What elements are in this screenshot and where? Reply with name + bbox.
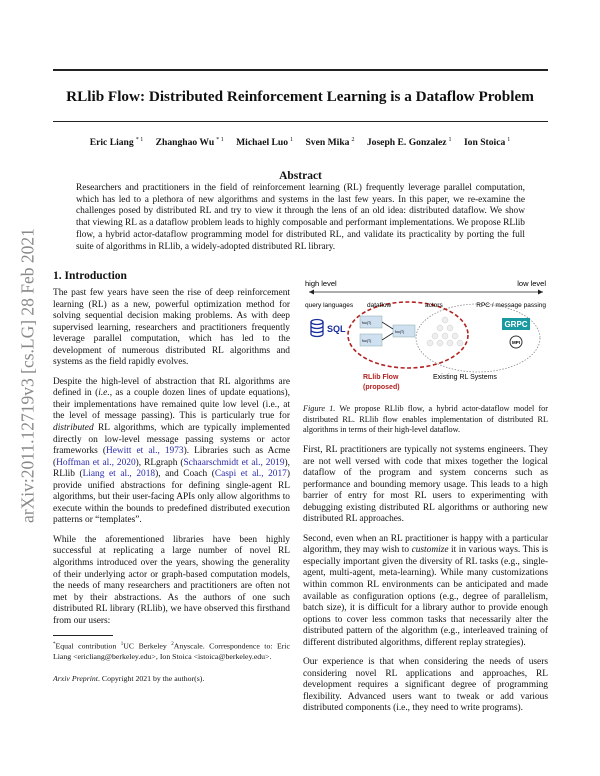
author-name: Ion Stoica — [463, 137, 506, 149]
mark: 1 — [120, 642, 124, 648]
figure-caption — [303, 404, 548, 436]
mark: 2 — [171, 642, 174, 648]
affiliation-mark: 2 — [351, 137, 355, 143]
author-name: Sven Mika — [305, 137, 350, 149]
paper-title: RLlib Flow: Distributed Reinforcement Learning is a Dataflow Problem — [66, 88, 534, 105]
footnote — [53, 640, 290, 662]
text: Arxiv Preprint — [53, 673, 98, 683]
affiliation-mark: 1 — [290, 137, 294, 143]
caption-label: Figure 1. — [303, 404, 336, 413]
label-dataflow: dataflow — [367, 302, 392, 309]
author-name: Michael Luo — [236, 137, 289, 149]
paragraph — [303, 534, 548, 649]
affiliation-mark: 1 — [448, 137, 452, 143]
text: i.e. — [98, 388, 110, 399]
emphasis: distributed — [53, 423, 94, 434]
affiliation-mark: * 1 — [135, 137, 144, 143]
figure-1-diagram — [303, 276, 548, 401]
author — [464, 137, 510, 148]
text: Anyscale. Correspondence to: Eric Liang <ericliang@berkeley.edu>, Ion Stoica <istoica@berkeley.edu>. — [53, 641, 291, 661]
citation-link[interactable]: Hoffman et al., 2020 — [56, 457, 136, 468]
dataflow-graph — [360, 316, 415, 346]
citation-link[interactable]: Schaarschmidt et al., 2019 — [183, 457, 285, 468]
text: ), RLlib ( — [53, 457, 290, 480]
title-rule-bottom — [53, 121, 548, 122]
author-name: Zhanghao Wu — [155, 137, 215, 149]
paragraph: Our experience is that when considering the needs of users considering novel RL applications and approaches, RL development requires a significant degree of programming flexibility. Advanced users want to tweak or add various distributed components (i.e., they need to write programs). — [303, 657, 548, 714]
citation-link[interactable]: Hewitt et al., 1973 — [105, 446, 184, 457]
author — [305, 137, 354, 148]
grpc-logo-text: GRPC — [504, 320, 528, 329]
label-query-languages: query languages — [305, 302, 354, 309]
text: Equal contribution — [55, 641, 121, 651]
actor-tree-icon — [427, 317, 463, 346]
abstract-heading: Abstract — [279, 170, 322, 182]
citation-link[interactable]: Caspi et al., 2017 — [214, 469, 287, 480]
author-list — [40, 137, 560, 148]
text: RL algorithms, which are typically implemented directly on low-level message passing systems or actor frameworks ( — [53, 423, 290, 457]
text: Second, even when an RL practitioner is happy with a particular algorithm, they may wish to — [303, 533, 548, 556]
footnote-rule — [53, 635, 113, 636]
affiliation-mark: * 1 — [216, 137, 224, 143]
text: UC Berkeley — [123, 641, 172, 651]
label-rpc: RPC / message passing — [476, 302, 546, 309]
author — [156, 137, 224, 148]
text: , as a couple dozen lines of update equations), their implementations have remained quite low level (i.e., at the level of message passing). This is particularly true for — [53, 388, 291, 422]
author — [90, 137, 143, 148]
label-existing-rl-systems: Existing RL Systems — [433, 374, 497, 381]
sql-logo-text: SQL — [327, 324, 346, 334]
text: ) provide unified abstractions for defining single-agent RL algorithms, but their user-facing APIs only allow algorithms to execute within the bounds to predefined distributed execution patterns or “templates”. — [53, 469, 290, 526]
affiliation-mark: 1 — [507, 137, 511, 143]
label-proposed: (proposed) — [363, 384, 400, 391]
node-label: foo(T) — [362, 321, 372, 325]
author — [236, 137, 293, 148]
mpi-logo-text: MPI — [511, 340, 521, 345]
text: it in various ways. This is especially important given the diversity of RL tasks (e.g., single-agent, multi-agent, meta-learning). While many customizations within common RL environments can be anticipated and made available as configuration options (e.g., degree of parallelism, batch size), it is difficult for a library author to provide enough options to cover less common tasks that necessarily alter the distributed pattern of the algorithm (e.g., interleaved training of different distributed algorithms, different replay strategies). — [303, 545, 548, 648]
paragraph: While the aforementioned libraries have been highly successful at replicating a large number of novel RL algorithms introduced over the years, showing the generality of their underlying actor or graph-based computation models, the needs of many researchers and practitioners are often not met by their abstractions. As the authors of one such distributed RL library (RLlib), we have observed this firsthand from our users: — [53, 534, 290, 626]
mark: * — [53, 642, 56, 648]
label-low-level: low level — [517, 279, 546, 288]
paragraph: First, RL practitioners are typically not systems engineers. They are not well versed with code that mixes together the logical dataflow of the program and system concerns such as performance and bounding memory usage. This leads to a high barrier of entry for most RL users to experimenting with debugging existing distributed RL algorithms or authoring new distributed RL approaches. — [303, 445, 548, 525]
label-actors: actors — [425, 302, 443, 309]
author — [367, 137, 452, 148]
abstract-body: Researchers and practitioners in the field of reinforcement learning (RL) frequently leverage parallel computation, which has led to a plethora of new algorithms and systems in the last few years. In this paper, we re-examine the challenges posed by distributed RL and try to view it through the lens of an old idea: distributed dataflow. We show that viewing RL as a dataflow problem leads to highly composable and performant implementations. We propose RLlib flow, a hybrid actor-dataflow programming model for distributed RL, and validate its practicality by porting the full suite of algorithms in RLlib, a widely-adopted distributed RL library. — [76, 183, 525, 252]
author-name: Joseph E. Gonzalez — [366, 137, 447, 149]
emphasis: customize — [411, 545, 449, 556]
paragraph: The past few years have seen the rise of deep reinforcement learning (RL) as a new, powerful optimization method for solving sequential decision making problems. As with deep supervised learning, researchers and practitioners frequently leverage parallel computation, which has led to the development of numerous distributed RL algorithms and systems as the field rapidly evolves. — [53, 288, 290, 368]
text: ), and Coach ( — [155, 469, 215, 480]
node-label: foo(T) — [395, 330, 405, 334]
title-rule-top — [53, 69, 548, 71]
caption-text: We propose RLlib flow, a hybrid actor-dataflow model for distributed RL. RLlib flow enables implementation of distributed RL algorithms in terms of their high-level dataflow. — [303, 404, 548, 434]
database-icon — [311, 320, 323, 337]
label-rllib-flow: RLlib Flow — [363, 374, 399, 381]
text: ). Libraries such as Acme ( — [53, 446, 290, 468]
author-name: Eric Liang — [89, 137, 134, 149]
paragraph — [53, 377, 290, 527]
node-label: foo(T) — [362, 339, 372, 343]
citation-link[interactable]: Liang et al., 2018 — [82, 469, 156, 480]
arxiv-identifier: arXiv:2011.12719v3 [cs.LG] 28 Feb 2021 — [17, 228, 38, 523]
text: . Copyright 2021 by the author(s). — [97, 673, 205, 683]
label-high-level: high level — [305, 279, 337, 288]
text: ), RLgraph ( — [135, 457, 184, 468]
right-column — [303, 445, 548, 723]
text: Despite the high-level of abstraction that RL algorithms are defined in ( — [53, 376, 290, 399]
copyright-note — [53, 674, 290, 684]
left-column — [53, 269, 290, 684]
section-heading-introduction: 1. Introduction — [53, 270, 127, 282]
